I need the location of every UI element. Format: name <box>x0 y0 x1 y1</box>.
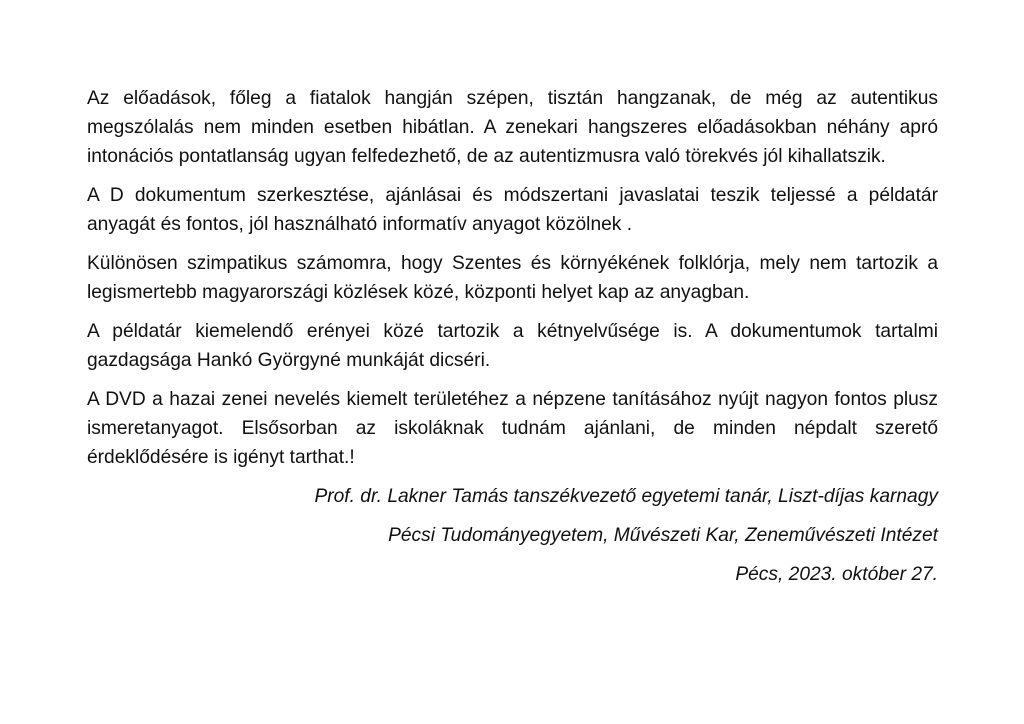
document-page <box>87 84 938 589</box>
paragraph-bilingual: A példatár kiemelendő erényei közé tartozik a kétnyelvűsége is. A dokumentumok tartalmi gazdagsága Hankó Györgyné munkáját dicséri. <box>87 321 938 371</box>
signature-date: Pécs, 2023. október 27. <box>735 564 938 585</box>
paragraph-dvd-recommendation: A DVD a hazai zenei nevelés kiemelt területéhez a népzene tanításához nyújt nagyon fontos plusz ismeretanyagot. Elsősorban az iskoláknak tudnám ajánlani, de minden népdalt szerető érdeklődésére is igényt tarthat.! <box>87 389 938 468</box>
paragraph-document-editing: A D dokumentum szerkesztése, ajánlásai és módszertani javaslatai teszik teljessé a példatár anyagát és fontos, jól használható informatív anyagot közölnek . <box>87 185 938 235</box>
paragraph-folklore: Különösen szimpatikus számomra, hogy Szentes és környékének folklórja, mely nem tartozik a legismertebb magyarországi közlések közé, központi helyet kap az anyagban. <box>87 253 938 303</box>
signature-name: Prof. dr. Lakner Tamás tanszékvezető egyetemi tanár, Liszt-díjas karnagy <box>314 486 938 507</box>
paragraph-performances: Az előadások, főleg a fiatalok hangján szépen, tisztán hangzanak, de még az autentikus megszólalás nem minden esetben hibátlan. A zenekari hangszeres előadásokban néhány apró intonációs pontatlanság ugyan felfedezhető, de az autentizmusra való törekvés jól kihallatszik. <box>87 88 938 167</box>
signature-institution: Pécsi Tudományegyetem, Művészeti Kar, Zeneművészeti Intézet <box>388 525 938 546</box>
